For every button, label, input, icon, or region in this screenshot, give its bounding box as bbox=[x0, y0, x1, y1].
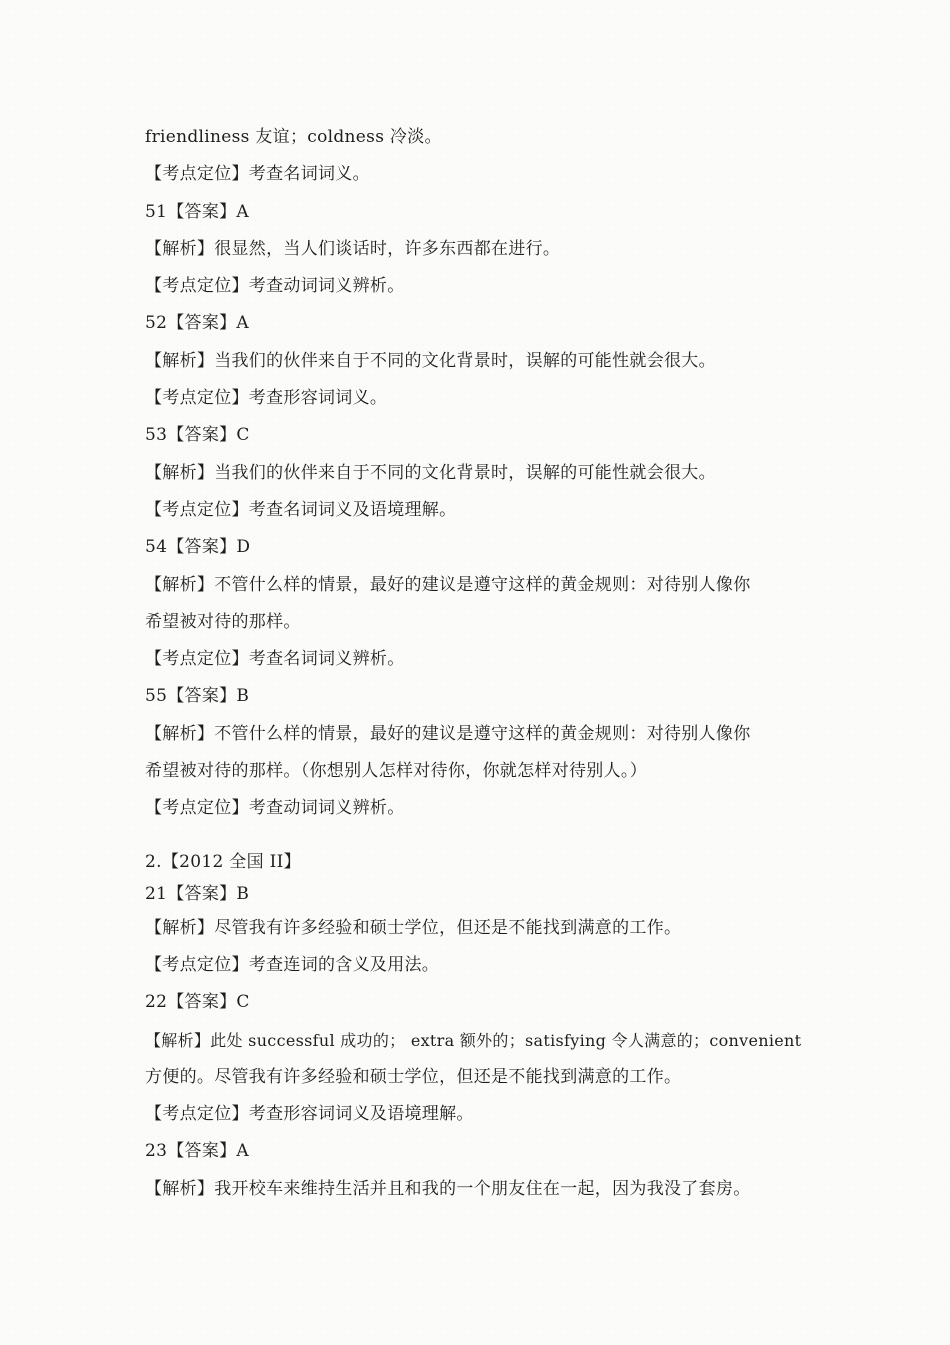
text-line: 【考点定位】考查动词词义辨析。 bbox=[145, 798, 405, 819]
section-heading: 2.【2012 全国 II】 bbox=[145, 851, 301, 872]
text-line: 希望被对待的那样。 bbox=[145, 611, 301, 632]
section-gap bbox=[145, 828, 815, 846]
answer-line: 21【答案】B bbox=[145, 883, 250, 904]
text-line: 【考点定位】考查连词的含义及用法。 bbox=[145, 954, 440, 975]
answer-line: 55【答案】B bbox=[145, 686, 250, 707]
text-line: 【解析】不管什么样的情景，最好的建议是遵守这样的黄金规则：对待别人像你 bbox=[145, 574, 751, 595]
text-line: 希望被对待的那样。（你想别人怎样对待你，你就怎样对待别人。） bbox=[145, 761, 647, 782]
text-line: 【解析】此处 successful 成功的； extra 额外的；satisfying 令人满意的；convenient bbox=[145, 1030, 802, 1050]
text-line: 方便的。尽管我有许多经验和硕士学位，但还是不能找到满意的工作。 bbox=[145, 1066, 682, 1087]
text-line: 【解析】当我们的伙伴来自于不同的文化背景时，误解的可能性就会很大。 bbox=[145, 350, 716, 371]
text-line: 【解析】不管什么样的情景，最好的建议是遵守这样的黄金规则：对待别人像你 bbox=[145, 723, 751, 744]
text-line: 【考点定位】考查动词词义辨析。 bbox=[145, 276, 405, 297]
text-line: 【解析】尽管我有许多经验和硕士学位，但还是不能找到满意的工作。 bbox=[145, 917, 682, 938]
text-line: friendliness 友谊；coldness 冷淡。 bbox=[145, 127, 442, 147]
answer-explanations bbox=[145, 119, 815, 1208]
text-line: 【解析】很显然，当人们谈话时，许多东西都在进行。 bbox=[145, 238, 561, 259]
answer-line: 23【答案】A bbox=[145, 1141, 250, 1162]
text-line: 【考点定位】考查名词词义及语境理解。 bbox=[145, 499, 457, 520]
answer-line: 51【答案】A bbox=[145, 201, 250, 222]
text-line: 【考点定位】考查形容词词义。 bbox=[145, 388, 388, 409]
answer-line: 53【答案】C bbox=[145, 425, 250, 446]
text-line: 【解析】我开校车来维持生活并且和我的一个朋友住在一起，因为我没了套房。 bbox=[145, 1178, 751, 1199]
text-line: 【解析】当我们的伙伴来自于不同的文化背景时，误解的可能性就会很大。 bbox=[145, 462, 716, 483]
text-line: 【考点定位】考查形容词词义及语境理解。 bbox=[145, 1104, 474, 1125]
answer-line: 52【答案】A bbox=[145, 313, 250, 334]
answer-line: 22【答案】C bbox=[145, 992, 250, 1013]
answer-line: 54【答案】D bbox=[145, 537, 251, 558]
text-line: 【考点定位】考查名词词义辨析。 bbox=[145, 649, 405, 670]
text-line: 【考点定位】考查名词词义。 bbox=[145, 164, 370, 185]
